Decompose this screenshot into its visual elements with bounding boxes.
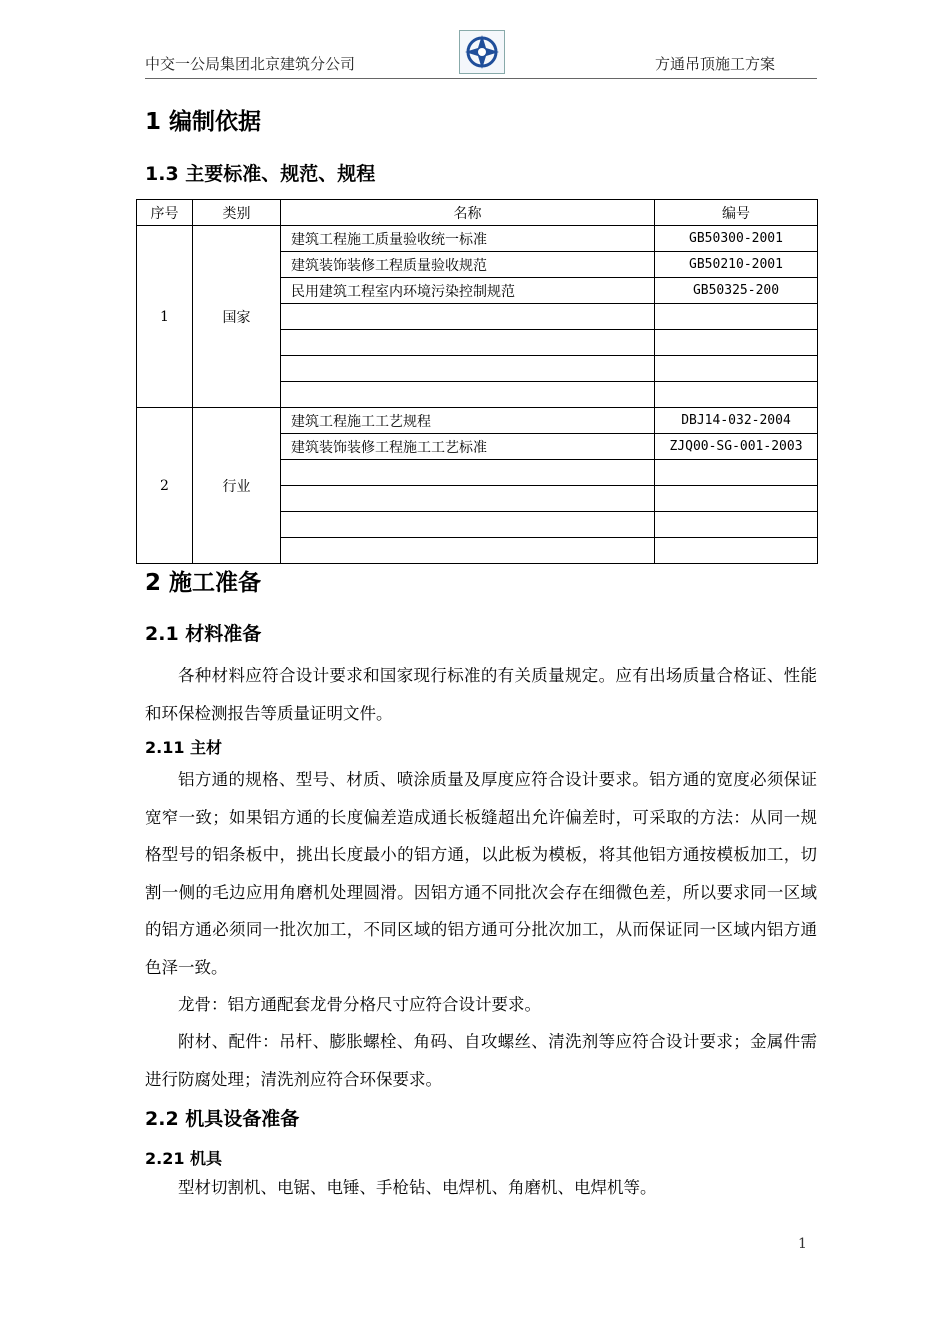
table-row bbox=[137, 226, 818, 252]
header-code: 编号 bbox=[655, 200, 818, 226]
table-header-row bbox=[137, 200, 818, 226]
header-doc-title: 方通吊顶施工方案 bbox=[655, 55, 776, 73]
company-logo bbox=[459, 30, 505, 74]
group-1-category: 国家 bbox=[193, 226, 281, 408]
section-2-21-heading: 2.21 机具 bbox=[145, 1149, 223, 1168]
empty-cell bbox=[655, 486, 818, 512]
table-row bbox=[137, 408, 818, 434]
standard-code: DBJ14-032-2004 bbox=[655, 408, 818, 434]
empty-cell bbox=[281, 330, 655, 356]
empty-cell bbox=[655, 330, 818, 356]
empty-cell bbox=[655, 538, 818, 564]
header-name: 名称 bbox=[281, 200, 655, 226]
empty-cell bbox=[281, 356, 655, 382]
standard-name: 建筑工程施工质量验收统一标准 bbox=[281, 226, 655, 252]
empty-cell bbox=[655, 460, 818, 486]
section-2-2-heading: 2.2 机具设备准备 bbox=[145, 1108, 300, 1130]
standard-name: 建筑装饰装修工程施工工艺标准 bbox=[281, 434, 655, 460]
group-2-category: 行业 bbox=[193, 408, 281, 564]
standard-code: ZJQ00-SG-001-2003 bbox=[655, 434, 818, 460]
empty-cell bbox=[655, 356, 818, 382]
main-materials-paragraph: 铝方通的规格、型号、材质、喷涂质量及厚度应符合设计要求。铝方通的宽度必须保证宽窄一致；如果铝方通的长度偏差造成通长板缝超出允许偏差时，可采取的方法：从同一规格型号的铝条板中，挑出长度最小的铝方通，以此板为模板，将其他铝方通按模板加工，切割一侧的毛边应用角磨机处理圆滑。因铝方通不同批次会存在细微色差，所以要求同一区域的铝方通必须同一批次加工，不同区域的铝方通可分批次加工，从而保证同一区域内铝方通色泽一致。 bbox=[145, 770, 817, 977]
section-2-11-heading: 2.11 主材 bbox=[145, 738, 223, 757]
section-1-heading: 1 编制依据 bbox=[145, 109, 262, 135]
section-2-1-heading: 2.1 材料准备 bbox=[145, 623, 262, 645]
header-company: 中交一公局集团北京建筑分公司 bbox=[145, 55, 356, 73]
tools-paragraph: 型材切割机、电锯、电锤、手枪钻、电焊机、角磨机、电焊机等。 bbox=[178, 1178, 657, 1197]
standard-code: GB50300-2001 bbox=[655, 226, 818, 252]
company-logo-icon bbox=[460, 31, 504, 73]
standards-table bbox=[136, 199, 818, 564]
empty-cell bbox=[281, 382, 655, 408]
materials-paragraph: 各种材料应符合设计要求和国家现行标准的有关质量规定。应有出场质量合格证、性能和环保检测报告等质量证明文件。 bbox=[145, 666, 817, 723]
keel-paragraph: 龙骨：铝方通配套龙骨分格尺寸应符合设计要求。 bbox=[178, 995, 541, 1014]
standard-name: 民用建筑工程室内环境污染控制规范 bbox=[281, 278, 655, 304]
empty-cell bbox=[281, 304, 655, 330]
group-2-no: 2 bbox=[137, 408, 193, 564]
header-no: 序号 bbox=[137, 200, 193, 226]
empty-cell bbox=[281, 486, 655, 512]
standard-name: 建筑工程施工工艺规程 bbox=[281, 408, 655, 434]
empty-cell bbox=[281, 538, 655, 564]
header-category: 类别 bbox=[193, 200, 281, 226]
page-number: 1 bbox=[798, 1236, 807, 1252]
standard-code: GB50325-200 bbox=[655, 278, 818, 304]
section-1-3-heading: 1.3 主要标准、规范、规程 bbox=[145, 163, 376, 185]
section-2-heading: 2 施工准备 bbox=[145, 570, 262, 596]
empty-cell bbox=[655, 304, 818, 330]
standard-code: GB50210-2001 bbox=[655, 252, 818, 278]
group-1-no: 1 bbox=[137, 226, 193, 408]
empty-cell bbox=[281, 460, 655, 486]
standard-name: 建筑装饰装修工程质量验收规范 bbox=[281, 252, 655, 278]
header-divider bbox=[145, 78, 817, 79]
accessories-paragraph: 附材、配件：吊杆、膨胀螺栓、角码、自攻螺丝、清洗剂等应符合设计要求；金属件需进行防腐处理；清洗剂应符合环保要求。 bbox=[145, 1032, 817, 1089]
empty-cell bbox=[655, 382, 818, 408]
empty-cell bbox=[655, 512, 818, 538]
empty-cell bbox=[281, 512, 655, 538]
